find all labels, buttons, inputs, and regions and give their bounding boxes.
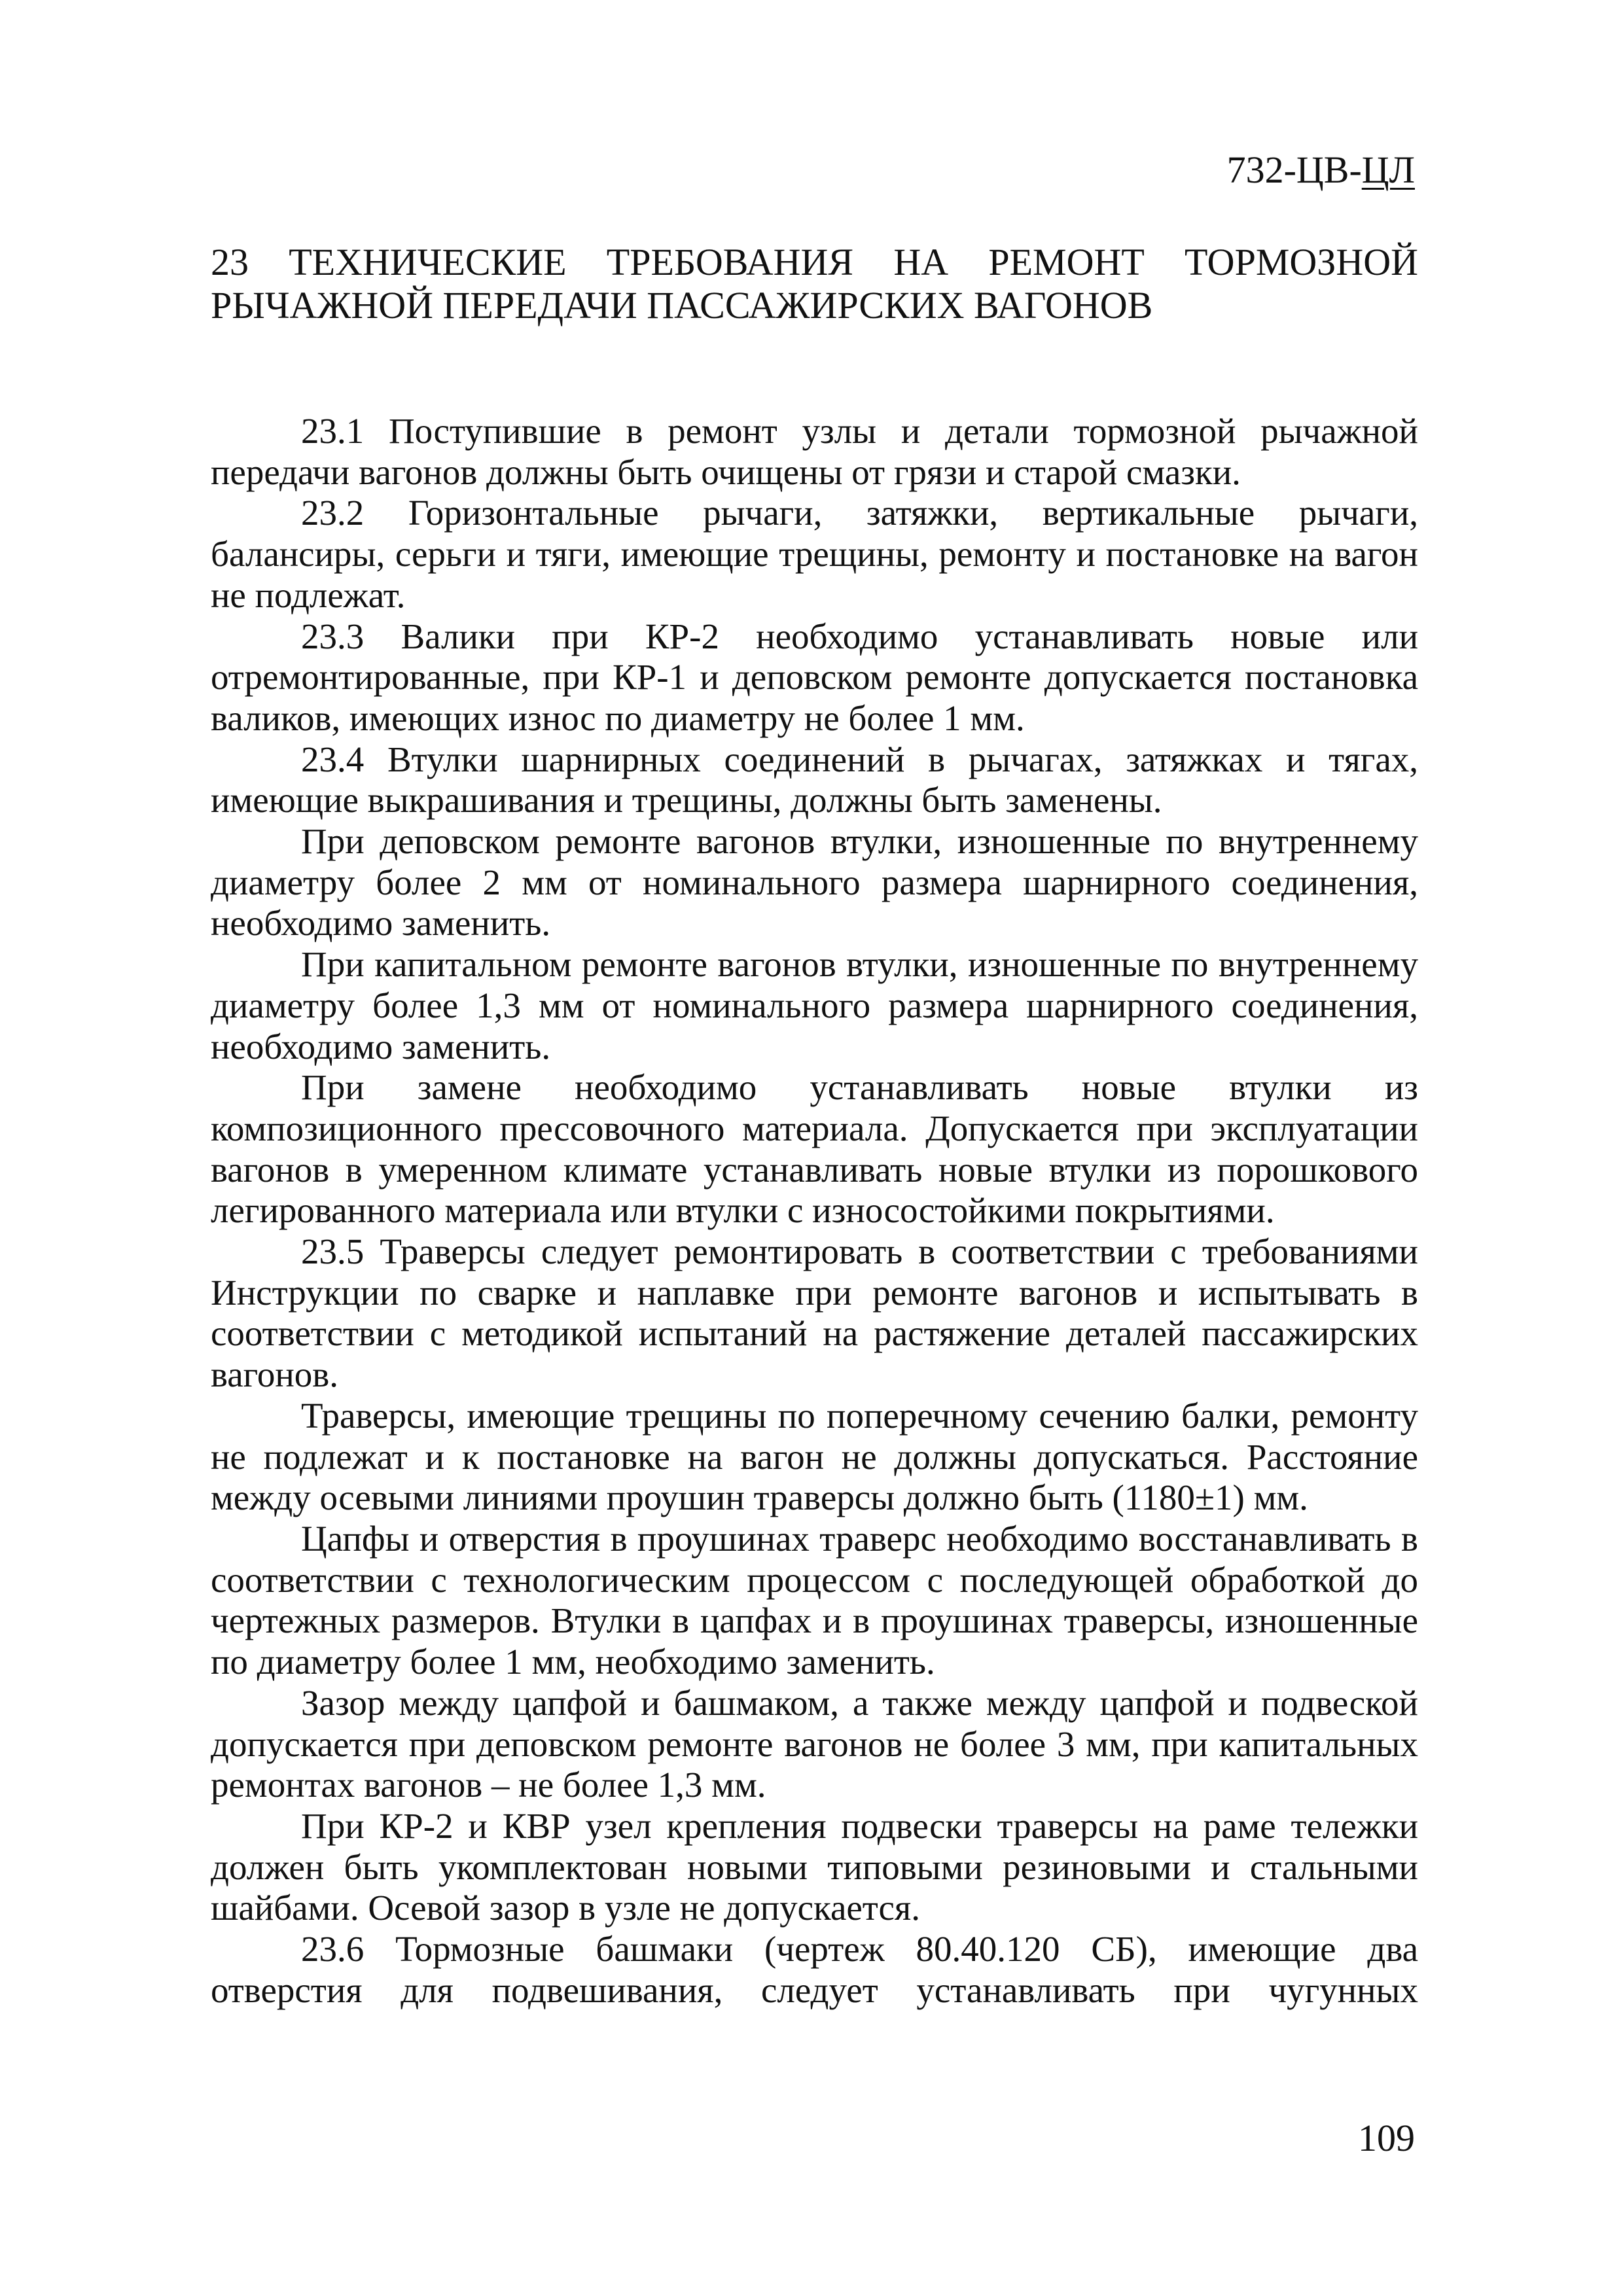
document-code (1227, 149, 1415, 191)
document-code-prefix: 732-ЦВ- (1226, 149, 1362, 191)
paragraph-23-6: 23.6 Тормозные башмаки (чертеж 80.40.120 СБ), имеющие два отверстия для подвешивания, следует устанавливать при чугунных (211, 1929, 1418, 2010)
paragraph-23-2: 23.2 Горизонтальные рычаги, затяжки, вертикальные рычаги, балансиры, серьги и тяги, имеющие трещины, ремонту и постановке на вагон не подлежат. (211, 493, 1418, 615)
paragraph-capital-bushings: При капитальном ремонте вагонов втулки, изношенные по внутреннему диаметру более 1,3 мм от номинального размера шарнирного соединения, необходимо заменить. (211, 944, 1418, 1067)
body-text (211, 411, 1418, 2011)
paragraph-trunnions: Цапфы и отверстия в проушинах траверс необходимо восстанавливать в соответствии с технологическим процессом с последующей обработкой до чертежных размеров. Втулки в цапфах и в проушинах траверсы, изношенные по диаметру более 1 мм, необходимо заменить. (211, 1518, 1418, 1682)
document-code-suffix: ЦЛ (1361, 149, 1415, 191)
paragraph-23-1: 23.1 Поступившие в ремонт узлы и детали тормозной рычажной передачи вагонов должны быть очищены от грязи и старой смазки. (211, 411, 1418, 492)
section-title: 23 ТЕХНИЧЕСКИЕ ТРЕБОВАНИЯ НА РЕМОНТ ТОРМОЗНОЙ РЫЧАЖНОЙ ПЕРЕДАЧИ ПАССАЖИРСКИХ ВАГОНОВ (211, 241, 1418, 327)
paragraph-traverse-cracks: Траверсы, имеющие трещины по поперечному сечению балки, ремонту не подлежат и к постановке на вагон не должны допускаться. Расстояние между осевыми линиями проушин траверсы должно быть (1180±1) мм. (211, 1395, 1418, 1518)
paragraph-clearance: Зазор между цапфой и башмаком, а также между цапфой и подвеской допускается при деповском ремонте вагонов не более 3 мм, при капитальных ремонтах вагонов – не более 1,3 мм. (211, 1682, 1418, 1805)
paragraph-23-4: 23.4 Втулки шарнирных соединений в рычагах, затяжках и тягах, имеющие выкрашивания и трещины, должны быть заменены. (211, 739, 1418, 821)
paragraph-depot-bushings: При деповском ремонте вагонов втулки, изношенные по внутреннему диаметру более 2 мм от номинального размера шарнирного соединения, необходимо заменить. (211, 821, 1418, 944)
paragraph-23-5: 23.5 Траверсы следует ремонтировать в соответствии с требованиями Инструкции по сварке и наплавке при ремонте вагонов и испытывать в соответствии с методикой испытаний на растяжение деталей пассажирских вагонов. (211, 1231, 1418, 1395)
paragraph-23-3: 23.3 Валики при КР-2 необходимо устанавливать новые или отремонтированные, при КР-1 и деповском ремонте допускается постановка валиков, имеющих износ по диаметру не более 1 мм. (211, 616, 1418, 738)
page-number: 109 (1358, 2117, 1415, 2159)
paragraph-replacement-bushings: При замене необходимо устанавливать новые втулки из композиционного прессовочного материала. Допускается при эксплуатации вагонов в умеренном климате устанавливать новые втулки из порошкового легированного материала или втулки с износостойкими покрытиями. (211, 1067, 1418, 1231)
paragraph-suspension-unit: При КР-2 и КВР узел крепления подвески траверсы на раме тележки должен быть укомплектован новыми типовыми резиновыми и стальными шайбами. Осевой зазор в узле не допускается. (211, 1805, 1418, 1928)
